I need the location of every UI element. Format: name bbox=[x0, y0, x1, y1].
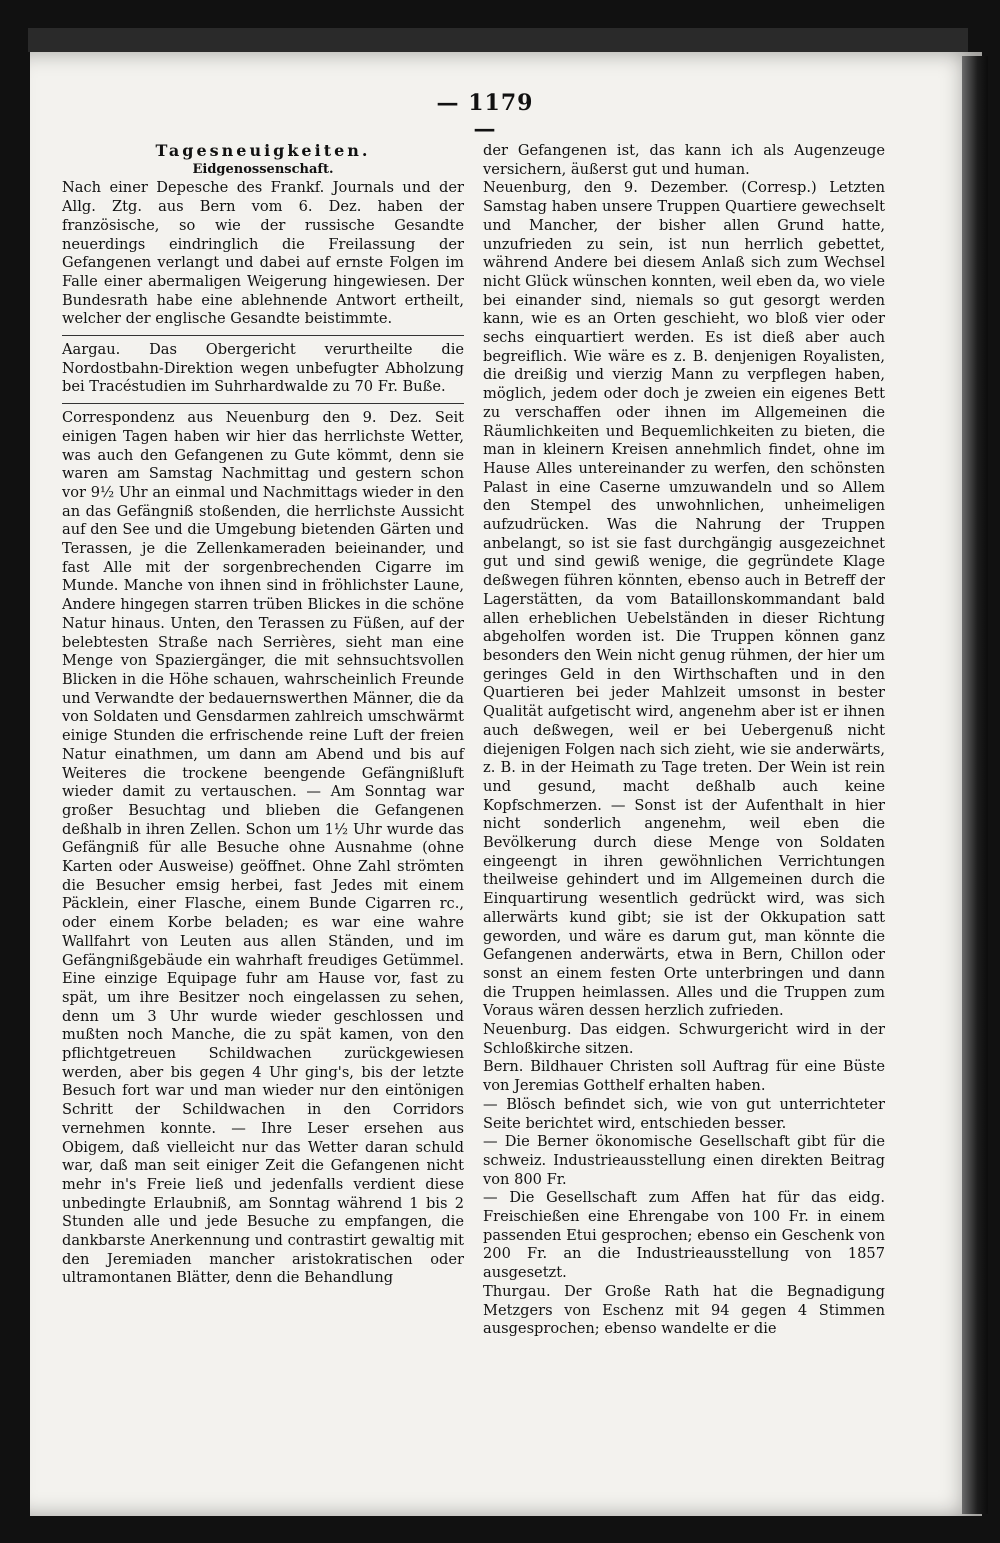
article-paragraph: der Gefangenen ist, das kann ich als Augenzeuge versichern, äußerst gut und human. bbox=[483, 142, 885, 178]
right-column bbox=[483, 142, 885, 1339]
page-number: — 1179 — bbox=[436, 90, 534, 142]
left-column bbox=[62, 142, 464, 1288]
article-paragraph: Nach einer Depesche des Frankf. Journals und der Allg. Ztg. aus Bern vom 6. Dez. haben der französische, so wie der russische Gesandte neuerdings eindringlich die Freilassung der Gefangenen verlangt und dabei auf ernste Folgen im Falle einer abermaligen Weigerung hingewiesen. Der Bundesrath habe eine ablehnende Antwort ertheilt, welcher der englische Gesandte beistimmte. bbox=[62, 179, 464, 328]
article-paragraph: Neuenburg. Das eidgen. Schwurgericht wird in der Schloßkirche sitzen. bbox=[483, 1021, 885, 1057]
article-paragraph: Neuenburg, den 9. Dezember. (Corresp.) Letzten Samstag haben unsere Truppen Quartiere gewechselt und Mancher, der bisher allen Grund hatte, unzufrieden zu sein, ist nun herrlich gebettet, während Andere bei diesem Anlaß sich zum Wechsel nicht Glück wünschen konnten, weil eben da, wo viele bei einander sind, niemals so gut gesorgt werden kann, wie es an Orten geschieht, wo bloß vier oder sechs einquartiert werden. Es ist dieß aber auch begreiflich. Wie wäre es z. B. denjenigen Royalisten, die dreißig und vierzig Mann zu verpflegen haben, möglich, jedem oder doch je zweien ein eigenes Bett zu verschaffen oder ihnen im Allgemeinen die Räumlichkeiten und Bequemlichkeiten zu bieten, die man in kleinern Kreisen annehmlich findet, ohne im Hause Alles untereinander zu werfen, den schönsten Palast in eine Caserne umzuwandeln und so Allem den Stempel des unwohnlichen, unheimeligen aufzudrücken. Was die Nahrung der Truppen anbelangt, so ist sie fast durchgängig ausgezeichnet gut und sind gewiß wenige, die gegründete Klage deßwegen führen könnten, ebenso auch in Betreff der Lagerstätten, da vom Bataillonskommandant bald allen erheblichen Uebelständen in dieser Richtung abgeholfen worden ist. Die Truppen können ganz besonders den Wein nicht genug rühmen, der hier um geringes Geld in den Wirthschaften und in den Quartieren bei jeder Mahlzeit umsonst in bester Qualität aufgetischt wird, angenehm aber ist er ihnen auch deßwegen, weil er bei Uebergenuß nicht diejenigen Folgen nach sich zieht, wie sie anderwärts, z. B. in der Heimath zu Tage treten. Der Wein ist rein und gesund, macht deßhalb auch keine Kopfschmerzen. — Sonst ist der Aufenthalt in hier nicht sonderlich angenehm, weil eben die Bevölkerung durch diese Menge von Soldaten eingeengt in ihren gewöhnlichen Verrichtungen theilweise gehindert und im Allgemeinen durch die Einquartirung wesentlich gedrückt wird, was sich allerwärts kund gibt; sie ist der Okkupation satt geworden, und wäre es darum gut, man könnte die Gefangenen anderwärts, etwa in Bern, Chillon oder sonst an einem festen Orte unterbringen und dann die Truppen heimlassen. Alles und die Truppen zum Voraus wären dessen herzlich zufrieden. bbox=[483, 179, 885, 1020]
article-paragraph: — Die Gesellschaft zum Affen hat für das eidg. Freischießen eine Ehrengabe von 100 Fr. in einem passenden Etui gesprochen; ebenso ein Geschenk von 200 Fr. an die Industrieausstellung von 1857 ausgesetzt. bbox=[483, 1189, 885, 1282]
article-paragraph: Thurgau. Der Große Rath hat die Begnadigung Metzgers von Eschenz mit 94 gegen 4 Stimmen ausgesprochen; ebenso wandelte er die bbox=[483, 1282, 885, 1338]
article-paragraph: Correspondenz aus Neuenburg den 9. Dez. Seit einigen Tagen haben wir hier das herrlichste Wetter, was auch den Gefangenen zu Gute kömmt, denn sie waren am Samstag Nachmittag und gestern schon vor 9½ Uhr an einmal und Nachmittags wieder in den an das Gefängniß stoßenden, die herrlichste Aussicht auf den See und die Umgebung bietenden Gärten und Terassen, je die Zellenkameraden beieinander, und fast Alle mit der sorgenbrechenden Cigarre im Munde. Manche von ihnen sind in fröhlichster Laune, Andere hingegen starren trüben Blickes in die schöne Natur hinaus. Unten, den Terassen zu Füßen, auf der belebtesten Straße nach Serrières, sieht man eine Menge von Spaziergänger, die mit sehnsuchtsvollen Blicken in die Höhe schauen, wahrscheinlich Freunde und Verwandte der bedauernswerthen Männer, die da von Soldaten und Gensdarmen zahlreich umschwärmt einige Stunden die erfrischende reine Luft der freien Natur einathmen, um dann am Abend und bis auf Weiteres die trockene beengende Gefängnißluft wieder damit zu vertauschen. — Am Sonntag war großer Besuchtag und blieben die Gefangenen deßhalb in ihren Zellen. Schon um 1½ Uhr wurde das Gefängniß für alle Besuche ohne Ausnahme (ohne Karten oder Ausweise) geöffnet. Ohne Zahl strömten die Besucher emsig herbei, fast Jedes mit einem Päcklein, einer Flasche, einem Bunde Cigarren rc., oder einem Korbe beladen; es war eine wahre Wallfahrt von Leuten aus allen Ständen, und im Gefängnißgebäude ein wahrhaft freudiges Getümmel. Eine einzige Equipage fuhr am Hause vor, fast zu spät, um ihre Besitzer noch eingelassen zu sehen, denn um 3 Uhr wurde wieder geschlossen und mußten noch Manche, die zu spät kamen, von den pflichtgetreuen Schildwachen zurückgewiesen werden, aber bis gegen 4 Uhr ging's, bis der letzte Besuch fort war und man wieder nur den eintönigen Schritt der Schildwachen in den Corridors vernehmen konnte. — Ihre Leser ersehen aus Obigem, daß vielleicht nur das Wetter daran schuld war, daß man seit einiger Zeit die Gefangenen nicht mehr in's Freie ließ und jedenfalls verdient diese unbedingte Erlaubniß, am Sonntag während 1 bis 2 Stunden alle und jede Besuche zu empfangen, die dankbarste Anerkennung und contrastirt gewaltig mit den Jeremiaden mancher aristokratischen oder ultramontanen Blätter, denn die Behandlung bbox=[62, 409, 464, 1287]
page-binding-shadow bbox=[962, 56, 988, 1514]
divider bbox=[62, 335, 464, 336]
article-paragraph: Bern. Bildhauer Christen soll Auftrag für eine Büste von Jeremias Gotthelf erhalten haben. bbox=[483, 1058, 885, 1095]
article-paragraph: — Blösch befindet sich, wie von gut unterrichteter Seite berichtet wird, entschieden besser. bbox=[483, 1095, 885, 1132]
article-paragraph: — Die Berner ökonomische Gesellschaft gibt für die schweiz. Industrieausstellung einen direkten Beitrag von 800 Fr. bbox=[483, 1133, 885, 1188]
section-title: Tagesneuigkeiten. bbox=[155, 141, 371, 160]
subheading: Eidgenossenschaft. bbox=[192, 161, 334, 177]
book-edge-top bbox=[28, 28, 968, 52]
article-paragraph: Aargau. Das Obergericht verurtheilte die Nordostbahn-Direktion wegen unbefugter Abholzung bei Tracéstudien im Suhrhardwalde zu 70 Fr. Buße. bbox=[62, 341, 464, 396]
divider bbox=[62, 403, 464, 404]
